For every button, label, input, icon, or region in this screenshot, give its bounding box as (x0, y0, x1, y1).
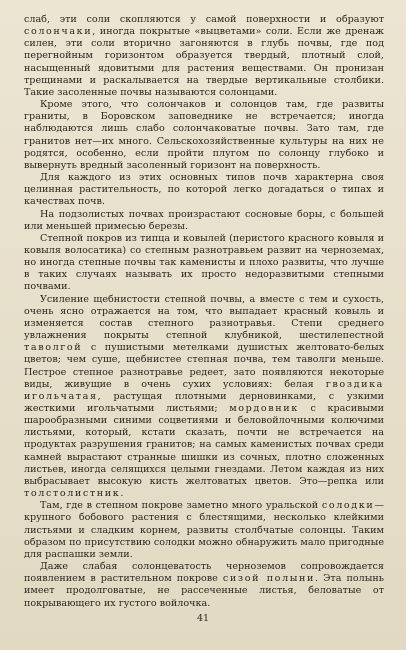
text-run: —крупного бобового растения с блестящими, несколько клейкими листьями и сладким корнем, развиты столбчатые солонцы. Таким образом по присутствию солодки можно обнаружить мало пригодные для распашки земли. (24, 500, 384, 560)
paragraph (24, 294, 384, 501)
emphasized-term: гвоздика игольчатая (24, 378, 384, 402)
body-text (24, 14, 384, 610)
text-run: Кроме этого, что солончаков и солонцов там, где развиты граниты, в Боровском заповеднике не встречается; иногда наблюдаются лишь слабо солончаковатые почвы. Зато там, где гранитов нет—их много. Сельскохозяйственные культуры на них не родятся, особенно, если пройти плугом по солонцу глубоко и вывернуть вредный засоленный горизонт на поверхность. (24, 99, 384, 171)
paragraph (24, 14, 384, 99)
text-run: , растущая плотными дерновинками, с узкими жесткими игольчатыми листьями; (24, 390, 384, 414)
text-run: с красивыми шарообразными синими соцветиями и беловойлочными колючими листьями, который, кстати сказать, почти не встречается на продуктах разрушения гранитов; на самых каменистых почвах среди камней вырастают странные шишки из сочных, плотно сложенных листьев, иногда селящихся целыми гнездами. Летом каждая из них выбрасывает высокую кисть желтоватых цветов. Это—репка или (24, 403, 384, 487)
paragraph (24, 500, 384, 561)
text-run: Степной покров из типца и ковылей (перистого красного ковыля и ковыля волосатика) со степным разнотравьем развит на черноземах, но иногда степные почвы так каменисты и плохо развиты, что лучше в таких случаях называть их просто недоразвитыми степными почвами. (24, 232, 384, 293)
paragraph (24, 561, 384, 610)
text-run: Для каждого из этих основных типов почв характерна своя целинная растительность, по которой легко догадаться о типах и качествах почв. (24, 172, 384, 208)
text-run: с пушистыми метелками душистых желтовато-белых цветов; чем суше, щебнистее степная почва, тем таволги меньше. Пестрое степное разнотравье редеет, зато появляются некоторые виды, живущие в очень сухих условиях: белая (24, 342, 384, 390)
emphasized-term: сизой полыни (222, 573, 315, 585)
paragraph (24, 209, 384, 233)
emphasized-term: мордовник (229, 403, 299, 414)
paragraph (24, 99, 384, 172)
text-run: Усиление щебнистости степной почвы, а вместе с тем и сухость, очень ясно отражается на том, что выпадает красный ковыль и изменяется состав степного разнотравья. Степи среднего увлажнения покрыты степной клубникой, шестилепестной (24, 293, 384, 342)
text-run: . (120, 488, 124, 500)
emphasized-term: таволгой (24, 342, 83, 354)
text-run: Там, где в степном покрове заметно много уральской (40, 500, 322, 512)
text-run: На подзолистых почвах произрастают сосновые боры, с большей или меньшей примесью березы. (24, 208, 384, 232)
text-run: . Эта полынь имеет продолговатые, не рассеченные листья, беловатые от покрывающего их густого войлочка. (24, 573, 384, 609)
emphasized-term: толстолистник (24, 488, 121, 500)
paragraph (24, 233, 384, 294)
page-number: 41 (196, 613, 210, 624)
text-run: слаб, эти соли скопляются у самой поверхности и образуют (24, 14, 384, 25)
emphasized-term: солодки (321, 500, 375, 512)
emphasized-term: солончаки (24, 26, 93, 38)
text-run: , иногда покрытые «выцветами» соли. Если же дренаж силен, эти соли вторично загоняются в глубь почвы, где под перегнойным горизонтом образуется твердый, плотный слой, насыщенный ядовитыми для растения веществами. Он пронизан трещинами и раскалывается на твердые вертикальные столбики. Такие засоленные почвы называются солонцами. (24, 26, 384, 98)
text-run: Даже слабая солонцеватость черноземов сопровождается появлением в растительном покрове (24, 561, 384, 585)
paragraph (24, 172, 384, 208)
